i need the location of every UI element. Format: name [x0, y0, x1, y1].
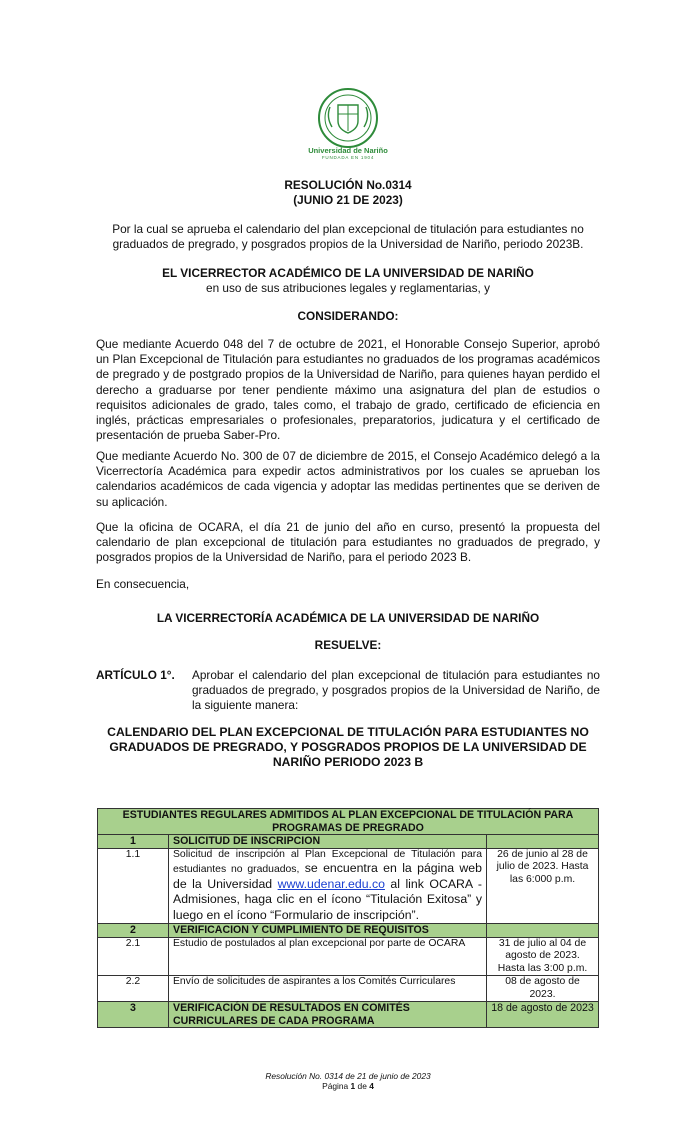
section-row	[98, 835, 599, 849]
udenar-website-link[interactable]: www.udenar.edu.co	[277, 876, 385, 891]
resolution-number: RESOLUCIÓN No.0314	[284, 178, 412, 192]
authority-heading: EL VICERRECTOR ACADÉMICO DE LA UNIVERSIDAD DE NARIÑO	[162, 266, 534, 280]
section-date	[487, 924, 599, 938]
section-label: VERIFICACION Y CUMPLIMIENTO DE REQUISITOS	[169, 924, 487, 938]
resolves-heading: RESUELVE:	[314, 638, 382, 652]
table-row	[98, 848, 599, 924]
table-header-line-2: PROGRAMAS DE PREGRADO	[272, 821, 424, 834]
university-name-logo-text: Universidad de Nariño	[308, 146, 388, 155]
item-description-part-a: Solicitud de inscripción al Plan Excepcional de Titulación para estudiantes no graduados,	[173, 848, 482, 875]
footer-page-word: Página	[322, 1081, 349, 1091]
section-date: 18 de agosto de 2023	[487, 1002, 599, 1028]
item-description	[169, 848, 487, 924]
consequence-text: En consecuencia,	[96, 577, 190, 591]
office-heading: LA VICERRECTORÍA ACADÉMICA DE LA UNIVERSIDAD DE NARIÑO	[156, 611, 540, 625]
resolution-date: (JUNIO 21 DE 2023)	[293, 193, 403, 207]
authority-subtitle: en uso de sus atribuciones legales y reglamentarias, y	[206, 281, 490, 295]
table-header-row	[98, 809, 599, 835]
item-date: 08 de agosto de 2023.	[487, 976, 599, 1002]
footer-of-word: de	[357, 1081, 367, 1091]
footer-page-number	[96, 1081, 600, 1091]
section-number: 1	[98, 835, 169, 849]
considering-paragraph-3: Que la oficina de OCARA, el día 21 de junio del año en curso, presentó la propuesta del calendario de plan excepcional de titulación para estudiantes no graduados de pregrado, y posgrados propios de la Universidad de Nariño, para el periodo 2023 B.	[96, 520, 600, 565]
item-date: 31 de julio al 04 de agosto de 2023. Hasta las 3:00 p.m.	[487, 937, 599, 976]
section-number: 3	[98, 1002, 169, 1028]
section-number: 2	[98, 924, 169, 938]
footer-page-total: 4	[369, 1081, 374, 1091]
founded-logo-text: FUNDADA EN 1904	[321, 155, 375, 160]
item-description-part-c: al link OCARA - Admisiones, haga clic en el ícono “Titulación Exitosa” y luego en el ícono “Formulario de inscripción”.	[173, 876, 482, 922]
footer-page-current: 1	[350, 1081, 356, 1091]
section-row	[98, 1002, 599, 1028]
resolution-subject: Por la cual se aprueba el calendario del plan excepcional de titulación para estudiantes no graduados de pregrado, y posgrados propios de la Universidad de Nariño, periodo 2023B.	[112, 222, 584, 252]
section-label: SOLICITUD DE INSCRIPCION	[169, 835, 487, 849]
item-date: 26 de junio al 28 de julio de 2023. Hasta las 6:000 p.m.	[487, 848, 599, 924]
considering-paragraph-1: Que mediante Acuerdo 048 del 7 de octubre de 2021, el Honorable Consejo Superior, aprobó un Plan Excepcional de Titulación para estudiantes no graduados de los programas académicos de pregrado y de postgrado propios de la Universidad de Nariño, para quienes hayan perdido el derecho a graduarse por tener pendiente máximo una asignatura del plan de estudios o requisitos adicionales de grado, tales como, el trabajo de grado, certificado de eficiencia en inglés, prácticas empresariales o profesionales, preparatorios, judicatura y el certificado de presentación de prueba Saber-Pro.	[96, 337, 600, 443]
table-header-line-1: ESTUDIANTES REGULARES ADMITIDOS AL PLAN EXCEPCIONAL DE TITULACIÓN PARA	[122, 809, 574, 821]
item-description: Envío de solicitudes de aspirantes a los Comités Curriculares	[169, 976, 487, 1002]
footer-resolution: Resolución No. 0314 de 21 de junio de 2023	[265, 1071, 431, 1081]
article-text: Aprobar el calendario del plan excepcional de titulación para estudiantes no graduados de pregrado, y posgrados propios de la Universidad de Nariño, de la siguiente manera:	[192, 668, 600, 713]
calendar-table	[97, 808, 599, 1028]
article-label: ARTÍCULO 1°.	[96, 668, 175, 682]
table-row	[98, 937, 599, 976]
section-label: VERIFICACIÓN DE RESULTADOS EN COMITÉS CURRICULARES DE CADA PROGRAMA	[169, 1002, 487, 1028]
section-date	[487, 835, 599, 849]
considering-paragraph-2: Que mediante Acuerdo No. 300 de 07 de diciembre de 2015, el Consejo Académico delegó a la Vicerrectoría Académica para expedir actos administrativos por los cuales se aprueban los calendarios académicos de cada vigencia y adoptar las medidas pertinentes que se deriven de su aplicación.	[96, 449, 600, 509]
section-row	[98, 924, 599, 938]
item-number: 1.1	[98, 848, 169, 924]
table-header-cell	[98, 809, 599, 835]
calendar-title-line-1: CALENDARIO DEL PLAN EXCEPCIONAL DE TITULACIÓN PARA ESTUDIANTES NO	[107, 725, 589, 739]
item-description: Estudio de postulados al plan excepcional por parte de OCARA	[169, 937, 487, 976]
item-description-part-b: se encuentra en la página web de la Universidad	[173, 861, 482, 891]
considering-heading: CONSIDERANDO:	[297, 309, 399, 323]
item-number: 2.1	[98, 937, 169, 976]
table-row	[98, 976, 599, 1002]
calendar-title-line-3: NARIÑO PERIODO 2023 B	[272, 755, 424, 769]
calendar-title-line-2: GRADUADOS DE PREGRADO, Y POSGRADOS PROPIOS DE LA UNIVERSIDAD DE	[109, 740, 587, 754]
item-number: 2.2	[98, 976, 169, 1002]
